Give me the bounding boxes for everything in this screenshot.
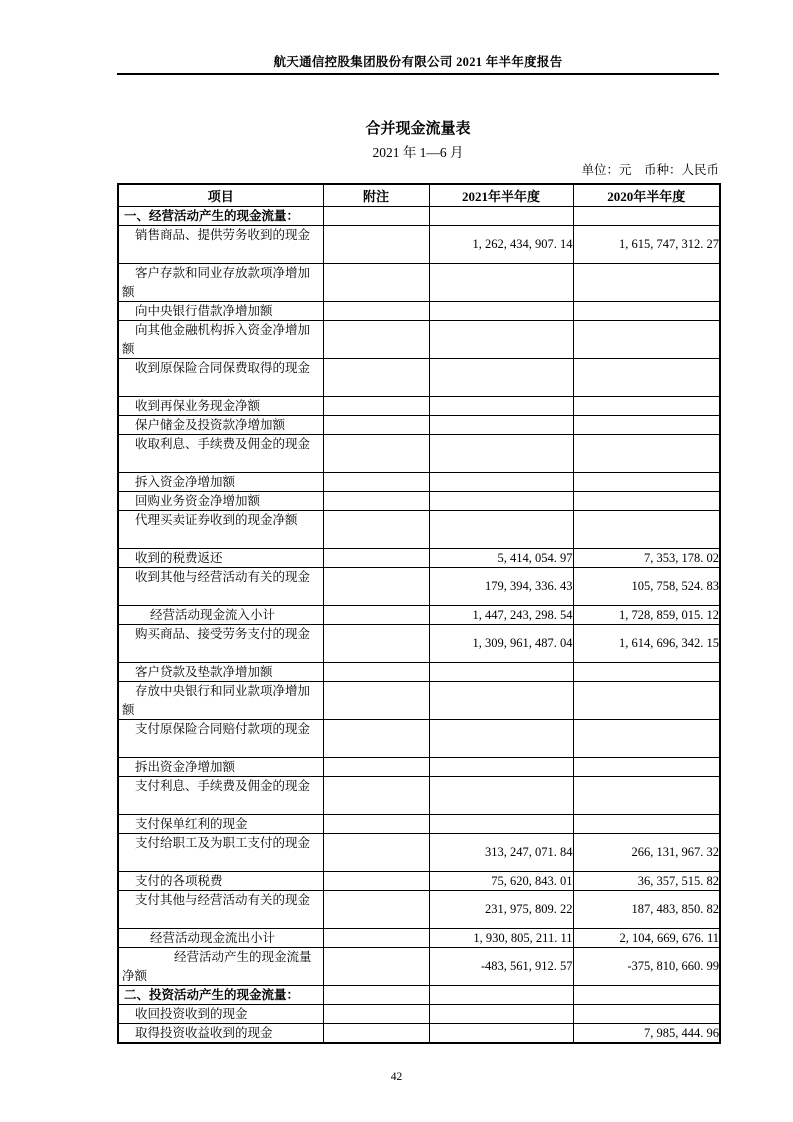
row-label-cell	[118, 682, 323, 720]
row-value-2021	[429, 986, 573, 1005]
table-row	[118, 416, 720, 435]
row-value-2021: 179, 394, 336. 43	[429, 568, 573, 606]
row-label-cell	[118, 511, 323, 549]
row-label: 购买商品、接受劳务支付的现金	[135, 627, 311, 641]
row-note	[323, 891, 429, 929]
row-note	[323, 549, 429, 568]
row-note	[323, 397, 429, 416]
row-value-2021: 75, 620, 843. 01	[429, 872, 573, 891]
table-header-row	[118, 184, 720, 207]
row-value-2021: 1, 262, 434, 907. 14	[429, 226, 573, 264]
row-label: 客户贷款及垫款净增加额	[135, 665, 273, 679]
row-label: 回购业务资金净增加额	[135, 494, 261, 508]
row-note	[323, 359, 429, 397]
row-value-2020	[573, 473, 720, 492]
row-value-2021	[429, 359, 573, 397]
row-note	[323, 929, 429, 948]
table-row	[118, 891, 720, 929]
row-label: 收到的税费返还	[135, 551, 223, 565]
row-value-2020	[573, 397, 720, 416]
row-label-cell	[118, 264, 323, 302]
table-row	[118, 625, 720, 663]
table-row	[118, 264, 720, 302]
table-row	[118, 473, 720, 492]
row-value-2020	[573, 663, 720, 682]
table-row	[118, 226, 720, 264]
table-row	[118, 207, 720, 226]
row-label: 向中央银行借款净增加额	[135, 304, 273, 318]
table-row	[118, 986, 720, 1005]
cash-flow-table	[117, 183, 721, 1044]
row-value-2021	[429, 1005, 573, 1024]
row-value-2021	[429, 1024, 573, 1044]
table-row	[118, 929, 720, 948]
column-header-item: 项目	[118, 184, 323, 207]
row-value-2020: 7, 985, 444. 96	[573, 1024, 720, 1044]
table-row	[118, 948, 720, 986]
row-value-2021: 313, 247, 071. 84	[429, 834, 573, 872]
row-label-cell	[118, 321, 323, 359]
row-label: 一、经营活动产生的现金流量：	[124, 209, 300, 223]
row-label-cell	[118, 492, 323, 511]
row-value-2021	[429, 397, 573, 416]
column-header-note: 附注	[323, 184, 429, 207]
table-row	[118, 397, 720, 416]
row-label: 支付原保险合同赔付款项的现金	[135, 722, 311, 736]
row-value-2020: 36, 357, 515. 82	[573, 872, 720, 891]
row-value-2020	[573, 302, 720, 321]
row-value-2020	[573, 815, 720, 834]
row-label: 保户储金及投资款净增加额	[135, 418, 286, 432]
table-row	[118, 872, 720, 891]
row-label-cell	[118, 435, 323, 473]
row-label-cell	[118, 929, 323, 948]
table-row	[118, 1024, 720, 1044]
row-label-cell	[118, 1005, 323, 1024]
row-label: 支付保单红利的现金	[135, 817, 248, 831]
row-value-2020	[573, 1005, 720, 1024]
row-note	[323, 492, 429, 511]
row-label-cell	[118, 663, 323, 682]
row-value-2020: 2, 104, 669, 676. 11	[573, 929, 720, 948]
row-value-2020	[573, 986, 720, 1005]
row-value-2020	[573, 777, 720, 815]
row-note	[323, 815, 429, 834]
table-row	[118, 321, 720, 359]
row-label-cell	[118, 777, 323, 815]
row-value-2021	[429, 663, 573, 682]
row-value-2021	[429, 720, 573, 758]
row-label-cell	[118, 834, 323, 872]
statement-period: 2021 年 1—6 月	[372, 145, 464, 160]
row-value-2020	[573, 511, 720, 549]
row-value-2021	[429, 777, 573, 815]
header-divider	[117, 73, 719, 75]
table-row	[118, 435, 720, 473]
row-label-cell	[118, 207, 323, 226]
row-label: 向其他金融机构拆入资金净增加额	[122, 323, 311, 356]
statement-title: 合并现金流量表	[365, 121, 471, 137]
row-label: 存放中央银行和同业款项净增加额	[122, 684, 311, 717]
row-value-2020: 187, 483, 850. 82	[573, 891, 720, 929]
row-label: 经营活动产生的现金流量净额	[122, 950, 312, 983]
row-value-2020: -375, 810, 660. 99	[573, 948, 720, 986]
row-value-2020	[573, 416, 720, 435]
row-label: 收到其他与经营活动有关的现金	[135, 570, 311, 584]
row-note	[323, 1024, 429, 1044]
row-label-cell	[118, 473, 323, 492]
row-value-2021	[429, 416, 573, 435]
row-label-cell	[118, 986, 323, 1005]
row-value-2021: 231, 975, 809. 22	[429, 891, 573, 929]
row-note	[323, 720, 429, 758]
table-row	[118, 359, 720, 397]
row-value-2021	[429, 435, 573, 473]
row-note	[323, 302, 429, 321]
row-value-2020: 1, 614, 696, 342. 15	[573, 625, 720, 663]
row-label-cell	[118, 720, 323, 758]
row-note	[323, 682, 429, 720]
row-label: 经营活动现金流出小计	[150, 931, 276, 945]
row-note	[323, 834, 429, 872]
table-row	[118, 663, 720, 682]
table-row	[118, 758, 720, 777]
row-label-cell	[118, 606, 323, 625]
row-label: 支付利息、手续费及佣金的现金	[135, 779, 311, 793]
row-value-2021	[429, 302, 573, 321]
table-row	[118, 777, 720, 815]
table-row	[118, 720, 720, 758]
row-note	[323, 948, 429, 986]
row-label-cell	[118, 397, 323, 416]
row-label: 支付其他与经营活动有关的现金	[135, 893, 311, 907]
row-note	[323, 226, 429, 264]
row-note	[323, 758, 429, 777]
row-label-cell	[118, 302, 323, 321]
row-value-2020	[573, 758, 720, 777]
row-label: 拆入资金净增加额	[135, 475, 236, 489]
row-value-2020: 1, 728, 859, 015. 12	[573, 606, 720, 625]
row-label: 二、投资活动产生的现金流量：	[124, 988, 300, 1002]
row-value-2020	[573, 321, 720, 359]
page-number: 42	[390, 1071, 403, 1083]
row-label-cell	[118, 549, 323, 568]
row-value-2020: 266, 131, 967. 32	[573, 834, 720, 872]
row-value-2021	[429, 815, 573, 834]
row-label: 取得投资收益收到的现金	[135, 1026, 273, 1040]
row-note	[323, 435, 429, 473]
row-note	[323, 625, 429, 663]
row-note	[323, 1005, 429, 1024]
row-value-2021	[429, 264, 573, 302]
table-row	[118, 302, 720, 321]
row-note	[323, 511, 429, 549]
row-value-2020	[573, 682, 720, 720]
row-note	[323, 777, 429, 815]
row-value-2020: 105, 758, 524. 83	[573, 568, 720, 606]
row-value-2020	[573, 207, 720, 226]
row-value-2021	[429, 511, 573, 549]
row-label-cell	[118, 891, 323, 929]
unit-currency-note: 单位：元 币种：人民币	[581, 163, 719, 177]
row-value-2020: 7, 353, 178. 02	[573, 549, 720, 568]
row-value-2021: 1, 309, 961, 487. 04	[429, 625, 573, 663]
row-label-cell	[118, 872, 323, 891]
row-label: 收取利息、手续费及佣金的现金	[135, 437, 311, 451]
row-label: 收到再保业务现金净额	[135, 399, 261, 413]
row-value-2021	[429, 473, 573, 492]
report-header: 航天通信控股集团股份有限公司 2021 年半年度报告	[273, 55, 563, 69]
row-label: 支付给职工及为职工支付的现金	[135, 836, 311, 850]
row-note	[323, 872, 429, 891]
row-value-2020	[573, 720, 720, 758]
row-value-2021: 5, 414, 054. 97	[429, 549, 573, 568]
row-label-cell	[118, 948, 323, 986]
table-row	[118, 492, 720, 511]
row-note	[323, 663, 429, 682]
row-note	[323, 416, 429, 435]
table-row	[118, 606, 720, 625]
row-label: 销售商品、提供劳务收到的现金	[135, 228, 311, 242]
table-row	[118, 834, 720, 872]
table-row	[118, 511, 720, 549]
row-label: 支付的各项税费	[135, 874, 223, 888]
table-row	[118, 568, 720, 606]
row-label: 拆出资金净增加额	[135, 760, 236, 774]
row-label-cell	[118, 416, 323, 435]
column-header-2021: 2021年半年度	[429, 184, 573, 207]
row-note	[323, 473, 429, 492]
row-value-2021	[429, 207, 573, 226]
row-label-cell	[118, 568, 323, 606]
row-label: 收回投资收到的现金	[135, 1007, 248, 1021]
row-note	[323, 207, 429, 226]
row-value-2020	[573, 492, 720, 511]
row-value-2021: 1, 930, 805, 211. 11	[429, 929, 573, 948]
column-header-2020: 2020年半年度	[573, 184, 720, 207]
row-value-2021	[429, 492, 573, 511]
row-label-cell	[118, 758, 323, 777]
row-value-2020: 1, 615, 747, 312. 27	[573, 226, 720, 264]
row-value-2020	[573, 359, 720, 397]
row-value-2020	[573, 435, 720, 473]
table-row	[118, 549, 720, 568]
row-value-2021	[429, 682, 573, 720]
row-note	[323, 606, 429, 625]
row-label-cell	[118, 359, 323, 397]
row-label-cell	[118, 1024, 323, 1044]
row-note	[323, 568, 429, 606]
table-row	[118, 682, 720, 720]
row-label-cell	[118, 226, 323, 264]
row-note	[323, 264, 429, 302]
row-label: 代理买卖证券收到的现金净额	[135, 513, 298, 527]
row-label: 客户存款和同业存放款项净增加额	[122, 266, 311, 299]
row-value-2021: 1, 447, 243, 298. 54	[429, 606, 573, 625]
row-label-cell	[118, 625, 323, 663]
row-label: 经营活动现金流入小计	[150, 608, 276, 622]
table-row	[118, 815, 720, 834]
row-value-2020	[573, 264, 720, 302]
row-value-2021	[429, 758, 573, 777]
row-note	[323, 321, 429, 359]
row-value-2021	[429, 321, 573, 359]
row-value-2021: -483, 561, 912. 57	[429, 948, 573, 986]
row-label: 收到原保险合同保费取得的现金	[135, 361, 311, 375]
row-note	[323, 986, 429, 1005]
row-label-cell	[118, 815, 323, 834]
table-row	[118, 1005, 720, 1024]
